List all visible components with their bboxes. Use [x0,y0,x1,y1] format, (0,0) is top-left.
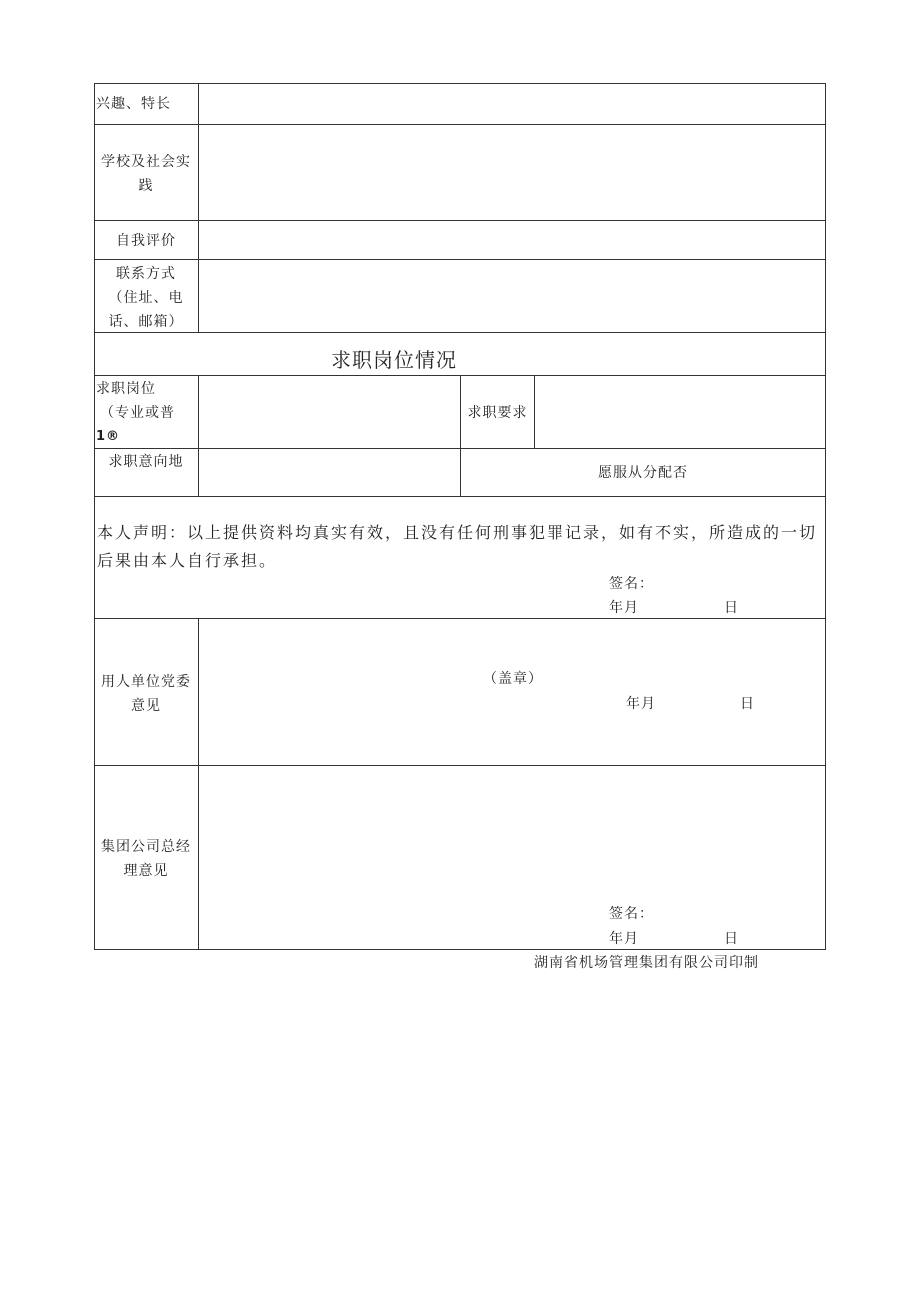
position-label [96,377,196,449]
row-divider [94,124,826,125]
column-divider [534,375,535,448]
contact-value[interactable] [206,266,818,326]
column-divider [198,83,199,332]
declaration-text: 本人声明：以上提供资料均真实有效，且没有任何刑事犯罪记录，如有不实，所造成的一切后果由本人自行承担。 [97,523,818,570]
general-manager-label-line1: 集团公司总经 [101,839,191,855]
location-value[interactable] [206,456,452,490]
declaration-day: 日 [724,600,739,616]
row-divider [94,259,826,260]
contact-label-line1: 联系方式 [116,266,176,282]
location-label: 求职意向地 [108,454,184,470]
party-committee-day: 日 [740,696,755,712]
general-manager-label-line2: 理意见 [123,863,169,879]
general-manager-day: 日 [724,931,739,947]
row-divider [94,332,826,333]
position-label-line1: 求职岗位 [96,381,156,397]
general-manager-label [96,835,196,883]
requirement-value[interactable] [540,382,820,442]
self-eval-label: 自我评价 [116,233,176,249]
self-eval-value[interactable] [206,228,818,252]
contact-label-line2: （住址、电 [108,290,184,306]
contact-label-line3: 话、邮箱） [108,314,184,330]
job-section-title: 求职岗位情况 [331,348,457,372]
row-divider [94,618,826,619]
interests-value[interactable] [206,92,818,116]
requirement-label: 求职要求 [467,405,528,421]
column-divider [198,375,199,496]
footer-printer: 湖南省机场管理集团有限公司印制 [534,955,759,971]
interests-label: 兴趣、特长 [96,96,171,112]
assignment-label: 愿服从分配否 [598,465,688,481]
practice-label-line2: 践 [138,178,154,194]
position-value[interactable] [206,382,452,442]
party-committee-label [96,670,196,718]
row-divider [94,496,826,497]
position-label-line3: 1® [96,429,121,444]
column-divider [198,618,199,950]
practice-value[interactable] [206,130,818,214]
party-committee-label-line1: 用人单位党委 [101,674,191,690]
party-committee-year-month: 年月 [626,696,656,712]
general-manager-signature-label: 签名： [609,906,654,922]
declaration-signature-label: 签名： [609,576,654,592]
declaration-year-month: 年月 [609,600,639,616]
contact-label [96,262,196,334]
party-committee-label-line2: 意见 [131,698,161,714]
general-manager-year-month: 年月 [609,931,639,947]
row-divider [94,220,826,221]
position-label-line2: （专业或普 [100,405,175,421]
party-committee-stamp: （盖章） [483,671,543,687]
practice-label [96,150,196,198]
row-divider [94,765,826,766]
practice-label-line1: 学校及社会实 [101,154,191,170]
